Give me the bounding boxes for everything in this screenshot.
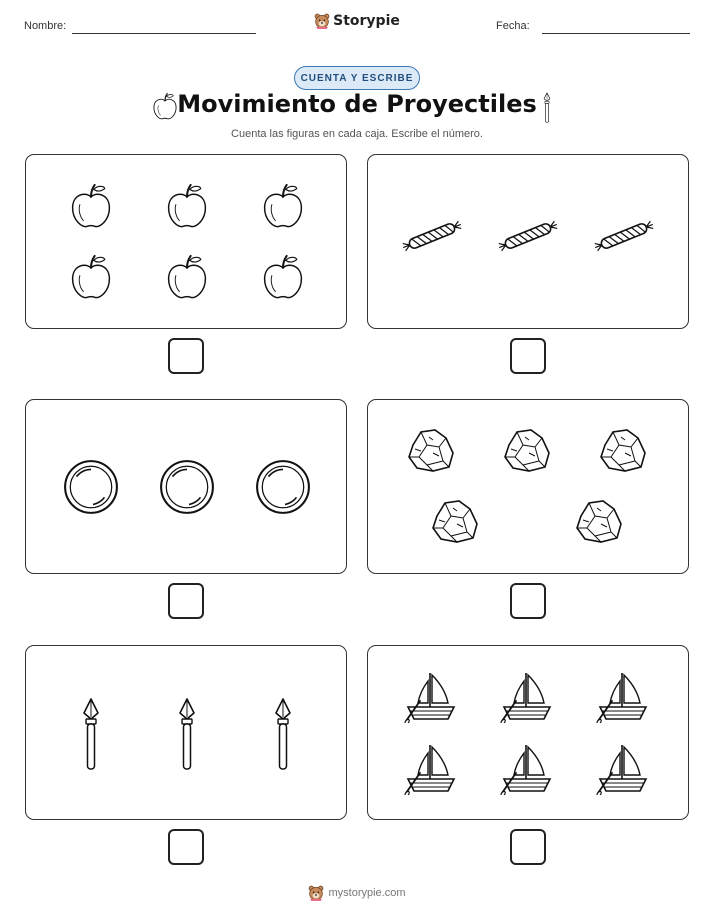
bear-logo-icon xyxy=(314,13,330,29)
ball-icon xyxy=(65,461,117,513)
rock-icon xyxy=(505,430,549,471)
ball-icon xyxy=(257,461,309,513)
boat-icon xyxy=(404,745,454,797)
answer-box-boats[interactable] xyxy=(510,829,546,865)
footer xyxy=(0,885,714,906)
apple-icon xyxy=(169,185,206,227)
spear-icon xyxy=(180,699,194,769)
counting-box-ropes xyxy=(367,154,689,329)
ball-icon xyxy=(161,461,213,513)
page-title: Movimiento de Proyectiles xyxy=(177,90,537,118)
counting-box-spears xyxy=(25,645,347,820)
apple-icon xyxy=(169,256,206,298)
boat-icon xyxy=(500,745,550,797)
boat-icon xyxy=(596,745,646,797)
rope-icon xyxy=(593,220,654,252)
spear-icon xyxy=(539,92,555,124)
brand-name: Storypie xyxy=(333,13,400,29)
boat-icon xyxy=(500,673,550,725)
rope-icon xyxy=(401,220,462,252)
name-label: Nombre: xyxy=(24,20,67,32)
counting-box-boats xyxy=(367,645,689,820)
rock-icon xyxy=(577,501,621,542)
rock-icon xyxy=(433,501,477,542)
date-field[interactable] xyxy=(542,33,690,34)
boat-icon xyxy=(404,673,454,725)
answer-box-rocks[interactable] xyxy=(510,583,546,619)
footer-site: mystorypie.com xyxy=(328,887,406,899)
apple-icon xyxy=(73,185,110,227)
spear-icon xyxy=(84,699,98,769)
counting-box-rocks xyxy=(367,399,689,574)
instructions: Cuenta las figuras en cada caja. Escribe el número. xyxy=(231,128,483,140)
activity-badge: CUENTA Y ESCRIBE xyxy=(294,66,420,90)
brand xyxy=(0,13,714,34)
answer-box-spears[interactable] xyxy=(168,829,204,865)
bear-logo-icon xyxy=(308,885,324,901)
answer-box-balls[interactable] xyxy=(168,583,204,619)
rock-icon xyxy=(409,430,453,471)
spear-icon xyxy=(276,699,290,769)
counting-box-balls xyxy=(25,399,347,574)
boat-icon xyxy=(596,673,646,725)
rope-icon xyxy=(497,220,558,252)
answer-box-ropes[interactable] xyxy=(510,338,546,374)
apple-icon xyxy=(265,256,302,298)
apple-icon xyxy=(73,256,110,298)
rock-icon xyxy=(601,430,645,471)
apple-icon xyxy=(265,185,302,227)
counting-box-apples xyxy=(25,154,347,329)
date-label: Fecha: xyxy=(496,20,530,32)
answer-box-apples[interactable] xyxy=(168,338,204,374)
